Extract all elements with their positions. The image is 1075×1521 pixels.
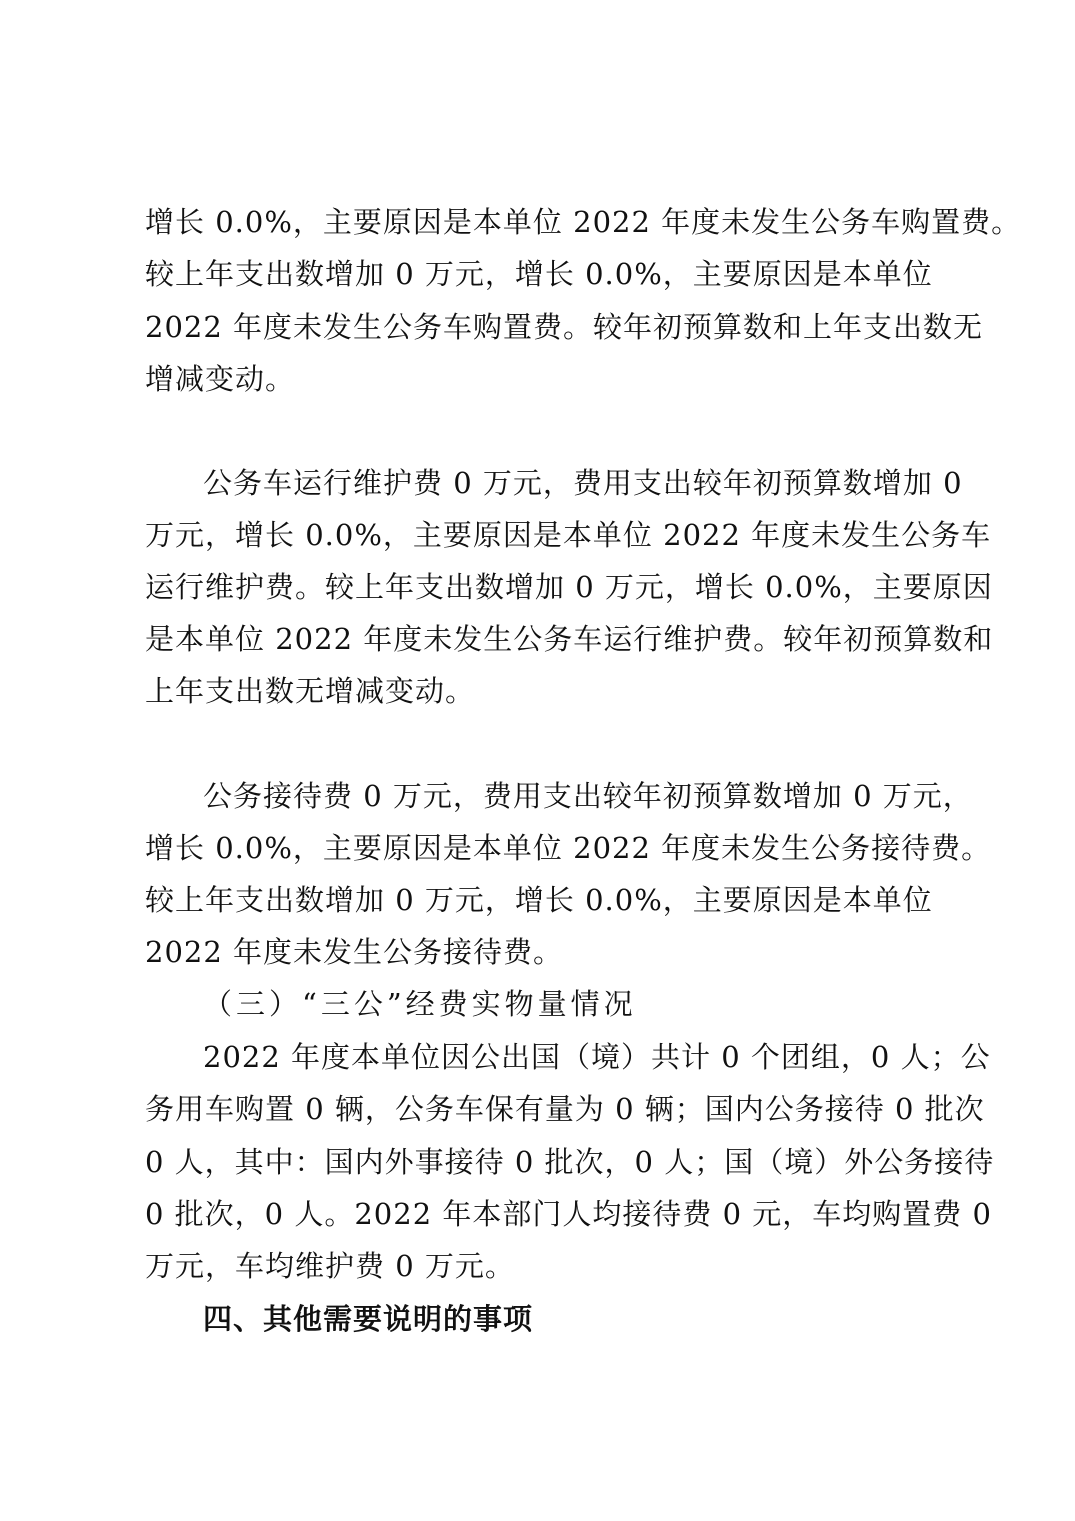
paragraph-line: 0 人，其中：国内外事接待 0 批次，0 人；国（境）外公务接待 — [145, 1145, 995, 1179]
paragraph-line: 较上年支出数增加 0 万元，增长 0.0%，主要原因是本单位 — [145, 257, 933, 291]
paragraph-line: 万元，车均维护费 0 万元。 — [145, 1249, 515, 1283]
paragraph-line: 上年支出数无增减变动。 — [145, 674, 476, 708]
paragraph-line: 公务车运行维护费 0 万元，费用支出较年初预算数增加 0 — [203, 466, 963, 500]
paragraph-line: 万元，增长 0.0%，主要原因是本单位 2022 年度未发生公务车 — [145, 518, 992, 552]
section-heading: 四、其他需要说明的事项 — [203, 1302, 534, 1336]
paragraph-line: 2022 年度未发生公务接待费。 — [145, 935, 564, 969]
paragraph-line: 2022 年度未发生公务车购置费。较年初预算数和上年支出数无 — [145, 310, 984, 344]
paragraph-line: 2022 年度本单位因公出国（境）共计 0 个团组，0 人；公 — [203, 1040, 991, 1074]
paragraph-line: 公务接待费 0 万元，费用支出较年初预算数增加 0 万元， — [203, 779, 973, 813]
paragraph-line: 运行维护费。较上年支出数增加 0 万元，增长 0.0%，主要原因 — [145, 570, 993, 604]
paragraph-line: 0 批次，0 人。2022 年本部门人均接待费 0 元，车均购置费 0 — [145, 1197, 992, 1231]
paragraph-line: 是本单位 2022 年度未发生公务车运行维护费。较年初预算数和 — [145, 622, 994, 656]
paragraph-line: 增长 0.0%，主要原因是本单位 2022 年度未发生公务车购置费。 — [145, 205, 1022, 239]
paragraph-line: 增长 0.0%，主要原因是本单位 2022 年度未发生公务接待费。 — [145, 831, 992, 865]
paragraph-line: 增减变动。 — [145, 362, 296, 396]
section-subheading: （三）“三公”经费实物量情况 — [203, 987, 637, 1021]
paragraph-line: 较上年支出数增加 0 万元，增长 0.0%，主要原因是本单位 — [145, 883, 933, 917]
paragraph-line: 务用车购置 0 辆，公务车保有量为 0 辆；国内公务接待 0 批次 — [145, 1092, 985, 1126]
